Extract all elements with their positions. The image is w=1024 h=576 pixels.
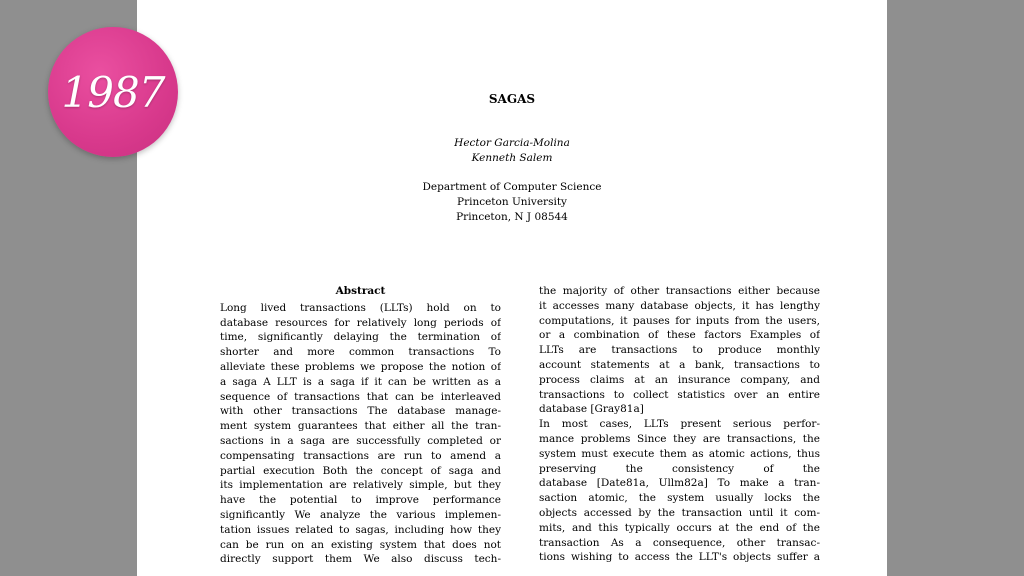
text-line: computations, it pauses for inputs from the users, (539, 314, 820, 327)
text-line: mits, and this typically occurs at the end of the (539, 521, 820, 534)
text-line: saction atomic, the system usually locks the (539, 492, 820, 505)
text-line: directly support them We also discuss tech- (220, 553, 501, 566)
text-line: it accesses many database objects, it has lengthy (539, 299, 820, 312)
text-line: sactions in a saga are successfully completed or (220, 434, 501, 447)
body-column (539, 284, 820, 565)
author-list (137, 136, 887, 166)
text-line: alleviate these problems we propose the notion of (220, 360, 501, 373)
text-line: the majority of other transactions either because (539, 285, 820, 297)
text-line: compensating transactions are run to amend a (220, 449, 501, 462)
author-name: Kenneth Salem (471, 152, 553, 164)
text-line: mance problems Since they are transactions, the (539, 432, 820, 445)
abstract-heading: Abstract (335, 285, 386, 297)
text-line: transaction As a consequence, other transac- (539, 536, 820, 549)
text-line: system must execute them as atomic actions, thus (539, 447, 820, 460)
text-line: partial execution Both the concept of saga and (220, 464, 501, 477)
text-line: can be run on an existing system that does not (220, 538, 501, 551)
abstract-column (220, 284, 501, 567)
year-badge-label: 1987 (61, 67, 165, 117)
affiliation (137, 180, 887, 225)
text-line: process claims at an insurance company, and (539, 373, 820, 386)
affiliation-line: Department of Computer Science (422, 181, 602, 193)
text-line: significantly We analyze the various implemen- (220, 508, 501, 521)
text-line: shorter and more common transactions To (220, 346, 501, 359)
text-line: time, significantly delaying the termination of (220, 331, 501, 344)
paper-page (137, 0, 887, 576)
author-name: Hector Garcia-Molina (454, 137, 570, 149)
text-line: tions wishing to access the LLT's objects suffer a (539, 551, 820, 564)
text-line: database resources for relatively long periods of (220, 316, 501, 329)
text-line: sequence of transactions that can be interleaved (220, 390, 501, 403)
text-line: database [Gray81a] (539, 403, 644, 416)
text-line: with other transactions The database manage- (220, 405, 501, 418)
text-line: a saga A LLT is a saga if it can be written as a (220, 375, 501, 388)
paper-title: SAGAS (488, 92, 536, 106)
text-line: Long lived transactions (LLTs) hold on to (220, 301, 501, 314)
year-badge (48, 27, 178, 157)
text-line: tation issues related to sagas, including how they (220, 523, 501, 536)
text-line: transactions to collect statistics over an entire (539, 388, 820, 401)
text-line: or a combination of these factors Examples of (539, 329, 820, 342)
text-line: have the potential to improve performance (220, 494, 501, 507)
text-line: In most cases, LLTs present serious perfor- (539, 418, 820, 431)
text-line: LLTs are transactions to produce monthly (539, 344, 820, 357)
affiliation-line: Princeton, N J 08544 (456, 211, 568, 223)
text-line: ment system guarantees that either all the tran- (220, 420, 501, 433)
text-line: objects accessed by the transaction until it com- (539, 506, 820, 519)
affiliation-line: Princeton University (457, 196, 567, 208)
text-line: its implementation are relatively simple, but they (220, 479, 501, 492)
text-line: database [Date81a, Ullm82a] To make a tran- (539, 477, 820, 490)
text-line: preserving the consistency of the (539, 462, 820, 475)
text-line: account statements at a bank, transactions to (539, 358, 820, 371)
